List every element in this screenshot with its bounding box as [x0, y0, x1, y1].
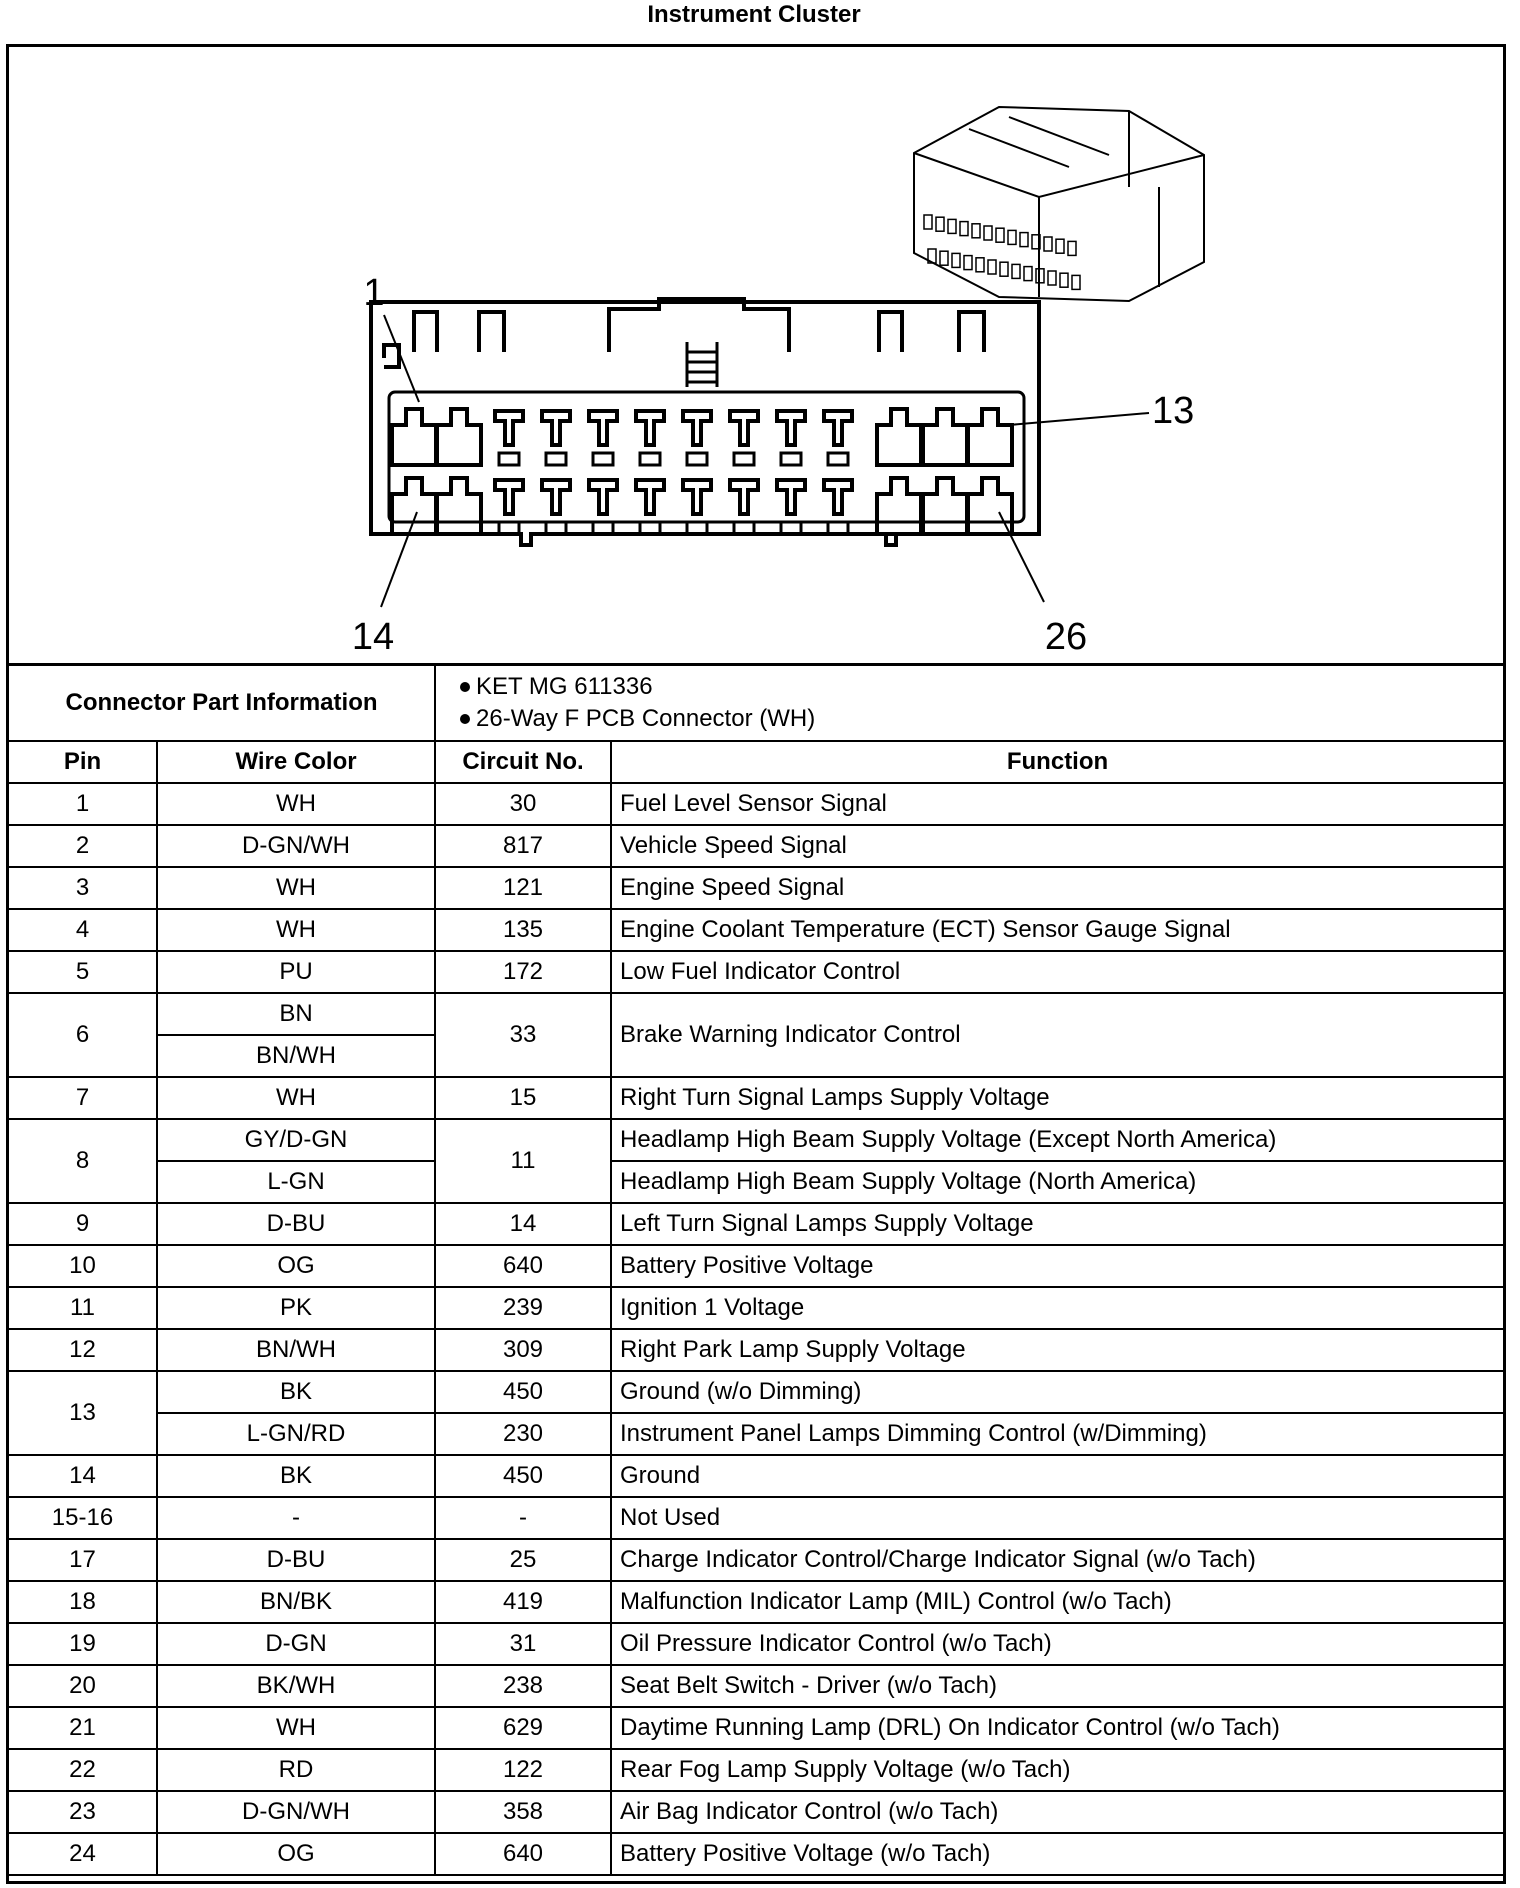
wire-color-cell: BK/WH: [157, 1665, 435, 1707]
function-cell: Malfunction Indicator Lamp (MIL) Control (w/o Tach): [611, 1581, 1503, 1623]
pin-cavity-tab: [593, 453, 613, 465]
circuit-cell: 640: [435, 1833, 611, 1875]
sketch-cavity: [972, 224, 980, 238]
wire-color-cell: D-GN: [157, 1623, 435, 1665]
table-header-row: [9, 741, 1503, 783]
table-row: [9, 1245, 1503, 1287]
pin-cavity-wide: [437, 409, 481, 465]
pin-cavity-narrow: [777, 480, 805, 514]
pin-cell: 13: [9, 1371, 157, 1455]
pin-cavity-wide: [392, 409, 436, 465]
pin-cavity-tab: [499, 453, 519, 465]
table-row: [9, 1749, 1503, 1791]
pin-cell: 12: [9, 1329, 157, 1371]
function-cell: Seat Belt Switch - Driver (w/o Tach): [611, 1665, 1503, 1707]
top-pin-row: [392, 409, 1012, 465]
sketch-cavity: [988, 260, 996, 274]
circuit-cell: 135: [435, 909, 611, 951]
wire-color-cell: PK: [157, 1287, 435, 1329]
wire-color-cell: D-BU: [157, 1203, 435, 1245]
connector-isometric-sketch: [914, 107, 1204, 301]
function-cell: Right Turn Signal Lamps Supply Voltage: [611, 1077, 1503, 1119]
circuit-cell: -: [435, 1497, 611, 1539]
sketch-cavity: [964, 256, 972, 270]
table-row: [9, 1161, 1503, 1203]
pin-cavity-tab: [640, 453, 660, 465]
sketch-cavity: [976, 258, 984, 272]
function-cell: Rear Fog Lamp Supply Voltage (w/o Tach): [611, 1749, 1503, 1791]
wire-color-cell: -: [157, 1497, 435, 1539]
function-cell: Right Park Lamp Supply Voltage: [611, 1329, 1503, 1371]
pin-cavity-narrow: [542, 480, 570, 514]
sketch-cavity: [940, 251, 948, 265]
function-cell: Headlamp High Beam Supply Voltage (Except North America): [611, 1119, 1503, 1161]
table-row: [9, 1203, 1503, 1245]
function-cell: Not Used: [611, 1497, 1503, 1539]
function-cell: Vehicle Speed Signal: [611, 825, 1503, 867]
sketch-cavity: [948, 219, 956, 233]
wire-color-cell: BK: [157, 1455, 435, 1497]
function-cell: Charge Indicator Control/Charge Indicator Signal (w/o Tach): [611, 1539, 1503, 1581]
sketch-cavity: [996, 228, 1004, 242]
wire-color-cell: OG: [157, 1245, 435, 1287]
callout-pin-26: 26: [1044, 616, 1088, 658]
pin-cavity-tab: [546, 453, 566, 465]
table-row: [9, 1077, 1503, 1119]
pin-cell: 2: [9, 825, 157, 867]
connector-info-details: [435, 665, 1503, 741]
pin-cell: 10: [9, 1245, 157, 1287]
circuit-cell: 122: [435, 1749, 611, 1791]
pin-cell: 19: [9, 1623, 157, 1665]
pin-cell: 1: [9, 783, 157, 825]
connector-info-label: Connector Part Information: [9, 665, 435, 741]
wire-color-cell: BN/WH: [157, 1329, 435, 1371]
pin-cavity-wide: [923, 478, 967, 534]
sketch-cavity: [1012, 264, 1020, 278]
table-row: [9, 1581, 1503, 1623]
table-row: [9, 1833, 1503, 1875]
pin-cell: 8: [9, 1119, 157, 1203]
connector-latch: [687, 342, 717, 387]
table-row: [9, 909, 1503, 951]
sketch-cavity: [1072, 275, 1080, 289]
pin-cavity-wide: [968, 409, 1012, 465]
header-pin: Pin: [9, 741, 157, 783]
table-row: [9, 1329, 1503, 1371]
sketch-cavity: [952, 253, 960, 267]
function-cell: Engine Speed Signal: [611, 867, 1503, 909]
pin-cavity-narrow: [589, 411, 617, 445]
pin-cell: 17: [9, 1539, 157, 1581]
pin-cell: 11: [9, 1287, 157, 1329]
pin-cell: 23: [9, 1791, 157, 1833]
wire-color-cell: WH: [157, 1707, 435, 1749]
connector-diagram: [9, 47, 1503, 663]
pin-cavity-narrow: [824, 480, 852, 514]
circuit-cell: 358: [435, 1791, 611, 1833]
function-cell: Battery Positive Voltage (w/o Tach): [611, 1833, 1503, 1875]
callout-pin-13: 13: [1152, 390, 1195, 432]
function-cell: Oil Pressure Indicator Control (w/o Tach): [611, 1623, 1503, 1665]
function-cell: Fuel Level Sensor Signal: [611, 783, 1503, 825]
pin-cavity-narrow: [542, 411, 570, 445]
table-row: [9, 951, 1503, 993]
table-row: [9, 1287, 1503, 1329]
pin-cavity-narrow: [730, 411, 758, 445]
wire-color-cell: WH: [157, 867, 435, 909]
page-title: Instrument Cluster: [647, 1, 861, 28]
table-row: [9, 1707, 1503, 1749]
pin-cavity-narrow: [730, 480, 758, 514]
circuit-cell: 629: [435, 1707, 611, 1749]
wire-color-cell: L-GN: [157, 1161, 435, 1203]
function-cell: Low Fuel Indicator Control: [611, 951, 1503, 993]
pin-cell: 5: [9, 951, 157, 993]
pin-cavity-tab: [781, 453, 801, 465]
wire-color-cell: GY/D-GN: [157, 1119, 435, 1161]
table-row: [9, 993, 1503, 1035]
sketch-cavity: [936, 217, 944, 231]
connector-info-item: 26-Way F PCB Connector (WH): [444, 703, 1495, 735]
function-cell: Instrument Panel Lamps Dimming Control (w/Dimming): [611, 1413, 1503, 1455]
wire-color-cell: D-GN/WH: [157, 825, 435, 867]
pin-cell: 6: [9, 993, 157, 1077]
sketch-cavity: [1060, 273, 1068, 287]
pin-cavity-wide: [437, 478, 481, 534]
pin-cavity-narrow: [495, 411, 523, 445]
pin-cell: 14: [9, 1455, 157, 1497]
circuit-cell: 33: [435, 993, 611, 1077]
sketch-cavity: [1056, 239, 1064, 253]
table-row: [9, 1539, 1503, 1581]
pin-cavity-narrow: [636, 411, 664, 445]
function-cell: Engine Coolant Temperature (ECT) Sensor Gauge Signal: [611, 909, 1503, 951]
table-row: [9, 1455, 1503, 1497]
circuit-cell: 15: [435, 1077, 611, 1119]
bottom-pin-row: [392, 478, 1012, 534]
table-row: [9, 825, 1503, 867]
function-cell: Air Bag Indicator Control (w/o Tach): [611, 1791, 1503, 1833]
wire-color-cell: BN/BK: [157, 1581, 435, 1623]
pin-cavity-wide: [877, 478, 921, 534]
connector-sketch-cavities: [924, 215, 1080, 289]
circuit-cell: 121: [435, 867, 611, 909]
function-cell: Ignition 1 Voltage: [611, 1287, 1503, 1329]
circuit-cell: 230: [435, 1413, 611, 1455]
sketch-cavity: [1020, 233, 1028, 247]
wire-color-cell: WH: [157, 1077, 435, 1119]
circuit-cell: 172: [435, 951, 611, 993]
circuit-cell: 817: [435, 825, 611, 867]
wire-color-cell: WH: [157, 783, 435, 825]
wire-color-cell: BN: [157, 993, 435, 1035]
function-cell: Left Turn Signal Lamps Supply Voltage: [611, 1203, 1503, 1245]
wire-color-cell: RD: [157, 1749, 435, 1791]
function-cell: Battery Positive Voltage: [611, 1245, 1503, 1287]
table-row: [9, 1497, 1503, 1539]
pin-cell: 4: [9, 909, 157, 951]
sketch-cavity: [1048, 271, 1056, 285]
pin-cell: 22: [9, 1749, 157, 1791]
connector-frame: [6, 44, 1506, 1884]
circuit-cell: 450: [435, 1455, 611, 1497]
callout-pin-1: 1: [363, 272, 385, 314]
circuit-cell: 25: [435, 1539, 611, 1581]
wire-color-cell: BN/WH: [157, 1035, 435, 1077]
connector-info-row: [9, 665, 1503, 741]
pin-cell: 15-16: [9, 1497, 157, 1539]
sketch-cavity: [1044, 237, 1052, 251]
pin-cavity-tab: [828, 453, 848, 465]
sketch-cavity: [984, 226, 992, 240]
function-cell: Daytime Running Lamp (DRL) On Indicator Control (w/o Tach): [611, 1707, 1503, 1749]
circuit-cell: 238: [435, 1665, 611, 1707]
wire-color-cell: WH: [157, 909, 435, 951]
circuit-cell: 640: [435, 1245, 611, 1287]
function-cell: Headlamp High Beam Supply Voltage (North America): [611, 1161, 1503, 1203]
header-function: Function: [611, 741, 1503, 783]
table-row: [9, 1371, 1503, 1413]
circuit-cell: 31: [435, 1623, 611, 1665]
pin-cavity-tab: [734, 453, 754, 465]
pin-cell: 9: [9, 1203, 157, 1245]
table-row: [9, 783, 1503, 825]
wire-color-cell: D-GN/WH: [157, 1791, 435, 1833]
pin-cell: 20: [9, 1665, 157, 1707]
sketch-cavity: [1068, 241, 1076, 255]
table-row: [9, 1623, 1503, 1665]
circuit-cell: 14: [435, 1203, 611, 1245]
pin-cavity-wide: [923, 409, 967, 465]
circuit-cell: 419: [435, 1581, 611, 1623]
function-cell: Brake Warning Indicator Control: [611, 993, 1503, 1077]
table-row: [9, 867, 1503, 909]
circuit-cell: 239: [435, 1287, 611, 1329]
circuit-cell: 30: [435, 783, 611, 825]
circuit-cell: 309: [435, 1329, 611, 1371]
pin-cavity-narrow: [777, 411, 805, 445]
pin-cavity-narrow: [683, 411, 711, 445]
wire-color-cell: BK: [157, 1371, 435, 1413]
sketch-cavity: [1008, 230, 1016, 244]
callout-pin-14: 14: [351, 616, 395, 658]
function-cell: Ground: [611, 1455, 1503, 1497]
pin-cavity-narrow: [824, 411, 852, 445]
pin-cell: 24: [9, 1833, 157, 1875]
circuit-cell: 450: [435, 1371, 611, 1413]
connector-info-item: KET MG 611336: [444, 671, 1495, 703]
pinout-table: [9, 663, 1503, 1876]
circuit-cell: 11: [435, 1119, 611, 1203]
sketch-cavity: [960, 222, 968, 236]
sketch-cavity: [1024, 267, 1032, 281]
sketch-cavity: [1000, 262, 1008, 276]
pin-cavity-narrow: [636, 480, 664, 514]
pin-cavity-narrow: [683, 480, 711, 514]
pin-cavity-tab: [687, 453, 707, 465]
pin-cavity-wide: [392, 478, 436, 534]
wire-color-cell: L-GN/RD: [157, 1413, 435, 1455]
pin-cavity-wide: [877, 409, 921, 465]
wire-color-cell: D-BU: [157, 1539, 435, 1581]
table-row: [9, 1119, 1503, 1161]
pin-cell: 3: [9, 867, 157, 909]
pin-cell: 21: [9, 1707, 157, 1749]
wire-color-cell: PU: [157, 951, 435, 993]
header-circuit: Circuit No.: [435, 741, 611, 783]
function-cell: Ground (w/o Dimming): [611, 1371, 1503, 1413]
pin-callouts: [381, 315, 1149, 607]
table-row: [9, 1413, 1503, 1455]
pin-cavity-narrow: [589, 480, 617, 514]
wire-color-cell: OG: [157, 1833, 435, 1875]
table-row: [9, 1665, 1503, 1707]
pin-cell: 7: [9, 1077, 157, 1119]
pin-cavity-narrow: [495, 480, 523, 514]
table-row: [9, 1791, 1503, 1833]
sketch-cavity: [924, 215, 932, 229]
pin-cell: 18: [9, 1581, 157, 1623]
header-wire-color: Wire Color: [157, 741, 435, 783]
